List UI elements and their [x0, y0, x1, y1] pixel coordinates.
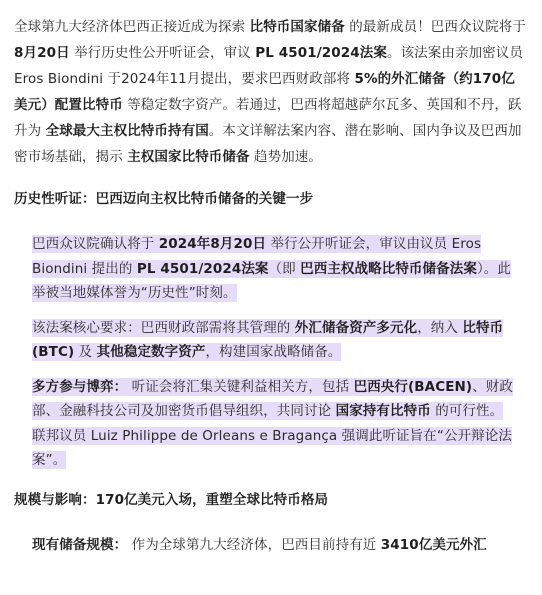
- quote-bold-bill-name: 巴西主权战略比特币储备法案: [300, 260, 477, 277]
- quote-block-impact: [14, 533, 528, 558]
- quote-bold-stable-assets: 其他稳定数字资产: [96, 344, 206, 360]
- intro-text: 全球第九大经济体巴西正接近成为探索: [14, 19, 250, 35]
- quote-text: 巴西众议院确认将于: [32, 236, 159, 252]
- intro-bold-term: 比特币国家储备: [249, 19, 345, 35]
- quote-bold-bacen: 巴西央行(BACEN): [353, 378, 473, 395]
- quote-paragraph: [32, 232, 514, 306]
- quote-text: 作为全球第九大经济体，巴西目前持有近: [127, 536, 381, 553]
- quote-paragraph: [32, 316, 514, 365]
- intro-text: 等稳定数字资产。若通过，巴西将超越萨尔瓦多、英国和不丹，跃升为: [14, 97, 522, 139]
- quote-bold-fx: 3410亿美元外汇: [380, 536, 487, 553]
- intro-text: 。本文详解法案内容、潜在影响、国内争议及巴西加密市场基础，揭示: [14, 123, 522, 165]
- intro-text: 趋势加速。: [249, 149, 323, 165]
- quote-text: ，纳入: [417, 319, 463, 336]
- section-heading-impact: 规模与影响：170亿美元入场，重塑全球比特币格局: [14, 491, 329, 508]
- intro-text: 的最新成员！巴西众议院将于: [344, 19, 526, 35]
- intro-bold-trend: 主权国家比特币储备: [127, 149, 250, 165]
- intro-paragraph: [14, 14, 528, 170]
- quote-bold-label: 现有储备规模：: [32, 536, 128, 553]
- quote-text: 及: [74, 344, 97, 360]
- quote-bold-btc: 比特币(BTC): [32, 319, 504, 360]
- highlight-span: [32, 378, 513, 470]
- quote-text: 该法案核心要求：巴西财政部需将其管理的: [32, 319, 295, 336]
- quote-text: 举行公开听证会，审议由议员 Eros Biondini 提出的: [32, 236, 482, 277]
- highlight-span: [32, 319, 503, 362]
- intro-bold-date: 8月20日: [14, 45, 70, 61]
- intro-bold-holder: 全球最大主权比特币持有国: [45, 123, 209, 139]
- intro-text: 。该法案由亲加密议员 Eros Biondini 于2024年11月提出，要求巴西财政部将: [14, 45, 523, 87]
- intro-bold-allocation: 5%的外汇储备（约170亿美元）配置比特币: [14, 71, 515, 113]
- quote-paragraph: [32, 375, 514, 473]
- quote-text: ，构建国家战略储备。: [205, 344, 342, 360]
- highlighted-quote-block: [14, 232, 528, 473]
- quote-text: （即: [268, 260, 301, 277]
- intro-text: 举行历史性公开听证会，审议: [69, 45, 256, 61]
- quote-paragraph: [32, 533, 514, 558]
- quote-text: ）。此举被当地媒体誉为“历史性”时刻。: [32, 260, 511, 301]
- highlight-span: [32, 235, 511, 302]
- intro-bold-bill: PL 4501/2024法案: [255, 45, 387, 61]
- quote-text: 的可行性。联邦议员 Luiz Philippe de Orleans e Bragança 强调此听证旨在“公开辩论法案”。: [32, 403, 512, 468]
- quote-bold-date: 2024年8月20日: [158, 236, 267, 252]
- section-heading-hearing: 历史性听证：巴西迈向主权比特币储备的关键一步: [14, 191, 314, 207]
- quote-bold-bill: PL 4501/2024法案: [136, 260, 269, 277]
- quote-text: 听证会将汇集关键利益相关方，包括: [127, 378, 354, 395]
- quote-bold-diversify: 外汇储备资产多元化: [294, 319, 418, 336]
- quote-text: 、财政部、金融科技公司及加密货币倡导组织，共同讨论: [32, 378, 514, 419]
- quote-bold-label: 多方参与博弈：: [32, 378, 128, 395]
- quote-bold-state-btc: 国家持有比特币: [335, 403, 431, 419]
